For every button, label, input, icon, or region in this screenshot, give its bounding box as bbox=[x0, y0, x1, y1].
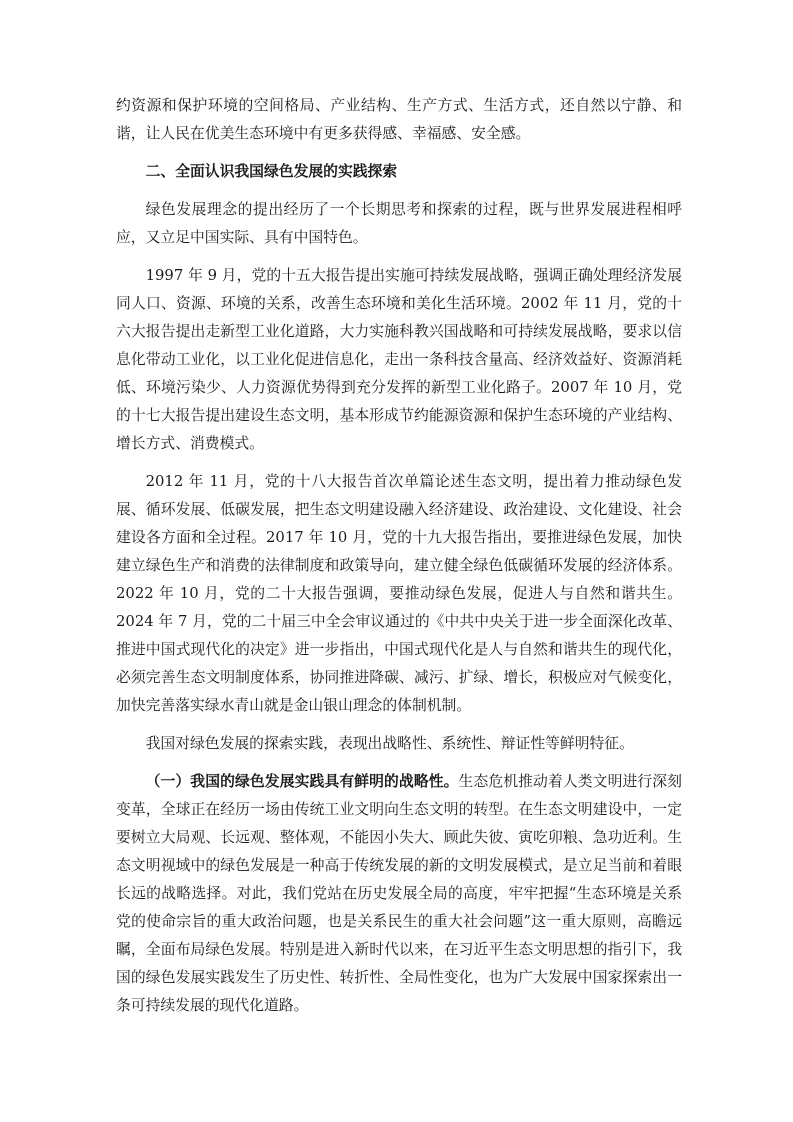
paragraph-1997: 1997 年 9 月，党的十五大报告提出实施可持续发展战略，强调正确处理经济发展同人口、资源、环境的关系，改善生态环境和美化生活环境。2002 年 11 月，党的十六大报告提出走新型工业化道路，大力实施科教兴国战略和可持续发展战略，要求以信息化带动工业化，以工业化促进信息化，走出一条科技含量高、经济效益好、资源消耗低、环境污染少、人力资源优势得到充分发挥的新型工业化路子。2007 年 10 月，党的十七大报告提出建设生态文明，基本形成节约能源资源和保护生态环境的产业结构、增长方式、消费模式。 bbox=[116, 267, 682, 452]
paragraph-2012: 2012 年 11 月，党的十八大报告首次单篇论述生态文明，提出着力推动绿色发展、循环发展、低碳发展，把生态文明建设融入经济建设、政治建设、文化建设、社会建设各方面和全过程。2017 年 10 月，党的十九大报告指出，要推进绿色发展，加快建立绿色生产和消费的法律制度和政策导向，建立健全绿色低碳循环发展的经济体系。2022 年 10 月，党的二十大报告强调，要推动绿色发展，促进人与自然和谐共生。2024 年 7 月，党的二十届三中全会审议通过的《中共中央关于进一步全面深化改革、推进中国式现代化的决定》进一步指出，中国式现代化是人与自然和谐共生的现代化，必须完善生态文明制度体系，协同推进降碳、减污、扩绿、增长，积极应对气候变化，加快完善落实绿水青山就是金山银山理念的体制机制。 bbox=[116, 473, 682, 714]
section-heading: 二、全面认识我国绿色发展的实践探索 bbox=[145, 163, 398, 180]
strategic-lead-sentence: （一）我国的绿色发展实践具有鲜明的战略性。 bbox=[145, 773, 459, 790]
continued-paragraph: 约资源和保护环境的空间格局、产业结构、生产方式、生活方式，还自然以宁静、和谐，让人民在优美生态环境中有更多获得感、幸福感、安全感。 bbox=[116, 97, 682, 142]
intro-paragraph: 绿色发展理念的提出经历了一个长期思考和探索的过程，既与世界发展进程相呼应，又立足中国实际、具有中国特色。 bbox=[116, 201, 682, 246]
strategic-paragraph bbox=[116, 768, 682, 1020]
features-paragraph: 我国对绿色发展的探索实践，表现出战略性、系统性、辩证性等鲜明特征。 bbox=[145, 735, 634, 752]
document-body bbox=[116, 92, 682, 1030]
strategic-body-text: 生态危机推动着人类文明进行深刻变革，全球正在经历一场由传统工业文明向生态文明的转型。在生态文明建设中，一定要树立大局观、长远观、整体观，不能因小失大、顾此失彼、寅吃卯粮、急功近利。生态文明视域中的绿色发展是一种高于传统发展的新的文明发展模式，是立足当前和着眼长远的战略选择。对此，我们党站在历史发展全局的高度，牢牢把握“生态环境是关系党的使命宗旨的重大政治问题，也是关系民生的重大社会问题”这一重大原则，高瞻远瞩，全面布局绿色发展。特别是进入新时代以来，在习近平生态文明思想的指引下，我国的绿色发展实践发生了历史性、转折性、全局性变化，也为广大发展中国家探索出一条可持续发展的现代化道路。 bbox=[116, 773, 682, 1014]
